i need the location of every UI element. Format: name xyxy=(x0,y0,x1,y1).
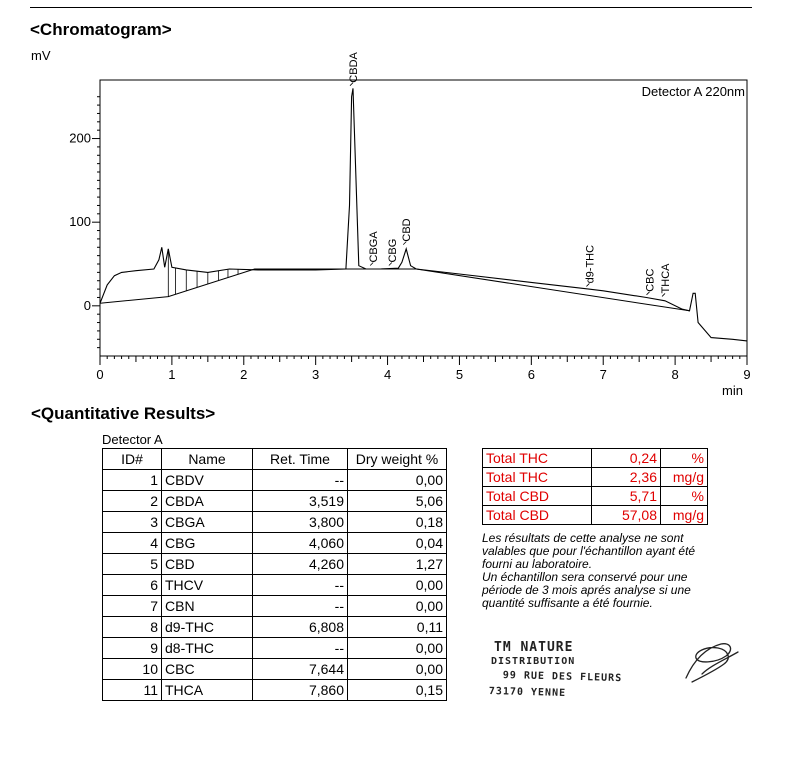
total-unit: % xyxy=(661,487,708,506)
cell-name: CBC xyxy=(162,659,253,680)
x-tick-label: 2 xyxy=(240,367,248,382)
cell-name: CBG xyxy=(162,533,253,554)
peak-label: CBG xyxy=(386,238,399,263)
x-axis-unit: min xyxy=(722,383,743,398)
note-line: période de 3 mois aprés analyse si une xyxy=(482,583,691,597)
cell-ret-time: 4,060 xyxy=(253,533,348,554)
integration-baseline xyxy=(100,269,690,311)
cell-ret-time: -- xyxy=(253,596,348,617)
cell-dry-weight: 0,00 xyxy=(348,470,447,491)
stamp-line: 73170 YENNE xyxy=(488,686,567,700)
cell-dry-weight: 0,00 xyxy=(348,638,447,659)
table-row xyxy=(103,512,447,533)
stamp-line: DISTRIBUTION xyxy=(491,656,576,667)
x-tick-label: 7 xyxy=(599,367,607,382)
cell-id: 6 xyxy=(103,575,162,596)
cell-dry-weight: 0,18 xyxy=(348,512,447,533)
cell-dry-weight: 5,06 xyxy=(348,491,447,512)
table-row xyxy=(103,575,447,596)
y-tick-label: 100 xyxy=(69,214,91,230)
cell-ret-time: 7,644 xyxy=(253,659,348,680)
peak-label: CBDA xyxy=(347,52,360,83)
x-tick-label: 0 xyxy=(96,367,104,382)
cell-name: CBDA xyxy=(162,491,253,512)
table-row xyxy=(103,470,447,491)
total-value: 2,36 xyxy=(592,468,661,487)
table-row xyxy=(103,617,447,638)
results-header-row xyxy=(103,449,447,470)
table-row xyxy=(103,596,447,617)
chromatogram-title: <Chromatogram> xyxy=(30,20,172,39)
peak-label: CBD xyxy=(401,218,414,242)
cell-dry-weight: 1,27 xyxy=(348,554,447,575)
quantitative-title: <Quantitative Results> xyxy=(31,404,216,423)
total-value: 0,24 xyxy=(592,449,661,468)
peak-label: d9-THC xyxy=(584,244,597,284)
peak-label: CBC xyxy=(644,268,657,292)
cell-id: 4 xyxy=(103,533,162,554)
results-table xyxy=(102,448,447,701)
x-tick-label: 3 xyxy=(312,367,320,382)
table-row xyxy=(103,491,447,512)
cell-id: 10 xyxy=(103,659,162,680)
cell-name: CBDV xyxy=(162,470,253,491)
note-line: valables que pour l'échantillon ayant été xyxy=(482,544,696,558)
header-name: Name xyxy=(162,449,253,470)
y-axis-unit: mV xyxy=(31,48,51,63)
cell-ret-time: 6,808 xyxy=(253,617,348,638)
cell-id: 5 xyxy=(103,554,162,575)
cell-id: 3 xyxy=(103,512,162,533)
cell-name: THCA xyxy=(162,680,253,701)
cell-ret-time: -- xyxy=(253,575,348,596)
peak-label: CBGA xyxy=(368,231,381,263)
table-row xyxy=(103,533,447,554)
analysis-notes xyxy=(482,532,752,610)
total-name: Total CBD xyxy=(483,487,592,506)
table-row xyxy=(103,638,447,659)
cell-dry-weight: 0,04 xyxy=(348,533,447,554)
cell-id: 2 xyxy=(103,491,162,512)
cell-ret-time: 3,519 xyxy=(253,491,348,512)
x-tick-label: 9 xyxy=(743,367,751,382)
header-dry-weight: Dry weight % xyxy=(348,449,447,470)
cell-dry-weight: 0,00 xyxy=(348,659,447,680)
x-tick-label: 5 xyxy=(455,367,464,382)
cell-dry-weight: 0,15 xyxy=(348,680,447,701)
total-name: Total THC xyxy=(483,449,592,468)
signature xyxy=(676,630,746,690)
cell-id: 9 xyxy=(103,638,162,659)
note-line: Les résultats de cette analyse ne sont xyxy=(482,531,684,545)
cell-ret-time: -- xyxy=(253,638,348,659)
total-unit: mg/g xyxy=(661,506,708,525)
table-row xyxy=(103,659,447,680)
cell-dry-weight: 0,11 xyxy=(348,617,447,638)
totals-row xyxy=(483,487,708,506)
cell-name: CBN xyxy=(162,596,253,617)
total-value: 57,08 xyxy=(592,506,661,525)
cell-name: CBD xyxy=(162,554,253,575)
cell-ret-time: 7,860 xyxy=(253,680,348,701)
total-name: Total THC xyxy=(483,468,592,487)
note-line: quantité suffisante a été fournie. xyxy=(482,596,653,610)
totals-row xyxy=(483,468,708,487)
chromatogram-trace xyxy=(100,88,747,341)
note-line: Un échantillon sera conservé pour une xyxy=(482,570,688,584)
x-tick-label: 8 xyxy=(671,367,679,382)
cell-dry-weight: 0,00 xyxy=(348,575,447,596)
total-unit: % xyxy=(661,449,708,468)
cell-dry-weight: 0,00 xyxy=(348,596,447,617)
totals-row xyxy=(483,506,708,525)
cell-name: d8-THC xyxy=(162,638,253,659)
cell-name: THCV xyxy=(162,575,253,596)
total-unit: mg/g xyxy=(661,468,708,487)
cell-name: d9-THC xyxy=(162,617,253,638)
cell-id: 7 xyxy=(103,596,162,617)
stamp-line: 99 RUE DES FLEURS xyxy=(502,670,623,685)
x-tick-label: 4 xyxy=(383,367,392,382)
x-tick-label: 6 xyxy=(527,367,535,382)
table-row xyxy=(103,554,447,575)
cell-name: CBGA xyxy=(162,512,253,533)
x-tick-label: 1 xyxy=(168,367,176,382)
detector-label: Detector A 220nm xyxy=(641,84,745,99)
y-tick-label: 200 xyxy=(69,130,91,146)
plot-frame xyxy=(100,80,747,356)
cell-ret-time: 4,260 xyxy=(253,554,348,575)
note-line: fourni au laboratoire. xyxy=(482,557,593,571)
table-row xyxy=(103,680,447,701)
cell-id: 8 xyxy=(103,617,162,638)
peak-label: THCA xyxy=(660,263,673,294)
stamp-line: TM NATURE xyxy=(494,640,574,655)
header-ret-time: Ret. Time xyxy=(253,449,348,470)
cell-ret-time: 3,800 xyxy=(253,512,348,533)
cell-id: 11 xyxy=(103,680,162,701)
cell-id: 1 xyxy=(103,470,162,491)
table-detector-caption: Detector A xyxy=(102,432,163,447)
y-tick-label: 0 xyxy=(83,297,91,313)
total-name: Total CBD xyxy=(483,506,592,525)
total-value: 5,71 xyxy=(592,487,661,506)
header-id: ID# xyxy=(103,449,162,470)
totals-table xyxy=(482,448,708,525)
cell-ret-time: -- xyxy=(253,470,348,491)
totals-row xyxy=(483,449,708,468)
